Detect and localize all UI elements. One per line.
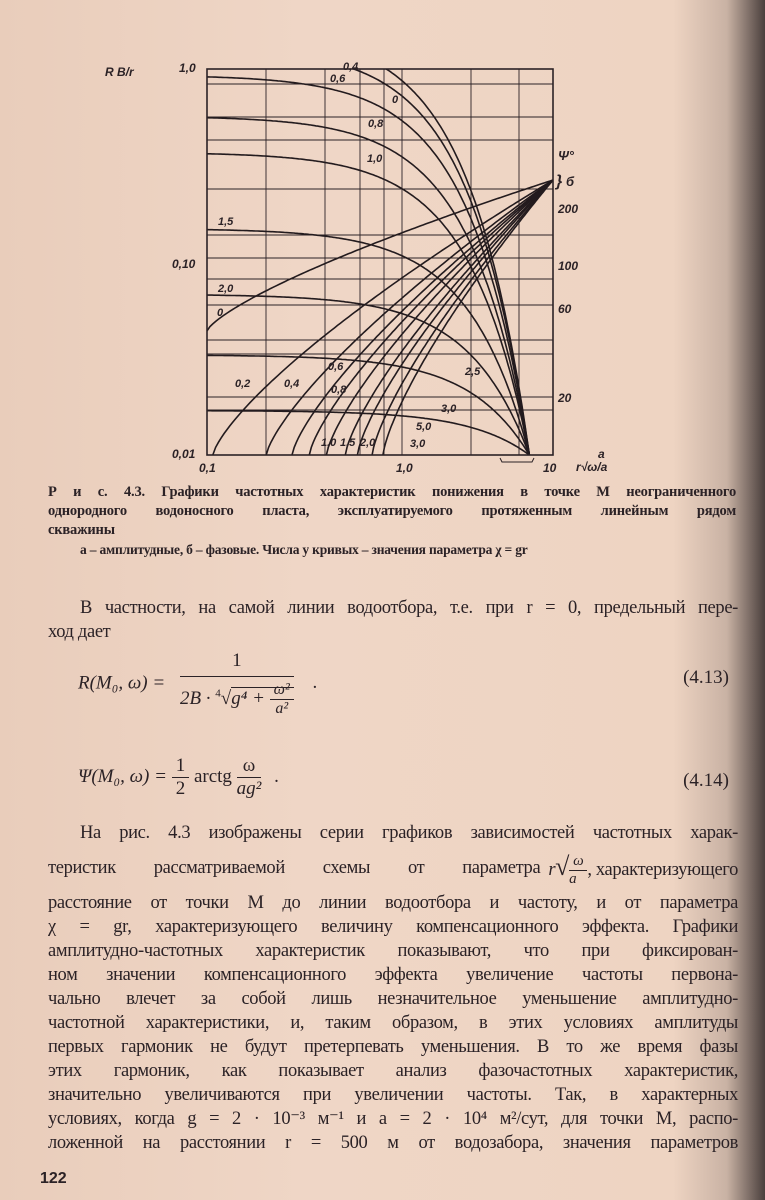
amplitude-curve [207, 230, 553, 480]
eq-half-num: 1 [172, 755, 190, 778]
amplitude-curve-label: 3,0 [441, 403, 457, 415]
text-line: ном значении компенсационного эффекта увеличение частоты первона- [48, 965, 738, 985]
page-number: 122 [40, 1170, 67, 1187]
y-tick-label: 1,0 [179, 61, 196, 75]
y-tick-label: 0,01 [172, 447, 196, 461]
x-axis-label-top: a [598, 447, 605, 461]
phase-curve-label: 1,5 [340, 437, 356, 449]
y-tick-label: 0,10 [172, 257, 196, 271]
eq-func: arctg [193, 765, 232, 787]
text-line: На рис. 4.3 изображены серии графиков зависимостей частотных харак- [80, 823, 738, 843]
paragraph [48, 821, 738, 1155]
y-right-tick-label: 100 [558, 259, 579, 273]
amplitude-curve-label: 0,6 [330, 73, 346, 85]
amplitude-curve-label: 0,8 [368, 118, 384, 130]
text-line: В частности, на самой линии водоотбора, т.е. при r = 0, предельный пере- [80, 598, 738, 618]
amplitude-curve-label: 0 [392, 94, 399, 106]
y-axis-label-right: Ψ° [558, 148, 574, 163]
eq-numerator: 1 [180, 650, 294, 677]
paragraph [48, 596, 738, 644]
phase-curve-label: 3,0 [410, 438, 426, 450]
equation-number: (4.14) [683, 770, 729, 791]
y-right-tick-label: 20 [558, 391, 572, 405]
param-r: r [548, 859, 556, 880]
amplitude-curve-label: 0,4 [343, 61, 359, 73]
eq-tail: . [274, 765, 279, 787]
text-line: чально влечет за собой лишь незначительное уменьшение амплитудно- [48, 989, 738, 1009]
root-index: 4 [215, 687, 221, 700]
radical-icon: √ [555, 851, 570, 881]
equation-4-13 [78, 650, 317, 718]
x-axis-bracket [500, 458, 534, 462]
text-line: ложенной на расстоянии r = 500 м от водозабора, значения параметров [48, 1133, 738, 1153]
phase-curve-label: 2,0 [360, 437, 376, 449]
chart-curves [207, 32, 553, 480]
figure-caption [48, 483, 736, 559]
text-line: первых гармоник не будут претерпевать уменьшения. В то же время фазы [48, 1037, 738, 1057]
amplitude-curve [207, 49, 553, 480]
phase-curve-label: 0,8 [331, 384, 347, 396]
eq-den-frac-num: ω² [270, 681, 294, 700]
equation-4-14 [78, 755, 279, 800]
figure-4-3-chart [0, 0, 765, 480]
phase-curve-label: 0,4 [284, 378, 300, 390]
text-segment: теристик рассматриваемой схемы от параметра [48, 858, 541, 878]
text-line: χ = gr, характеризующего величину компенсационного эффекта. Графики [48, 917, 738, 937]
text-line-with-formula [48, 845, 738, 891]
eq-den-part: g⁴ + [231, 687, 265, 709]
amplitude-curve [207, 411, 553, 477]
amplitude-curve-label: 2,5 [465, 366, 481, 378]
phase-curve-label: 1,0 [321, 437, 337, 449]
caption-legend: а – амплитудные, б – фазовые. Числа у кривых – значения параметра χ = gr [80, 542, 528, 557]
equation-number: (4.13) [683, 667, 729, 688]
y-axis-label-left: R B/r [105, 65, 134, 79]
eq-half-den: 2 [175, 778, 186, 799]
x-tick-label: 1,0 [396, 461, 413, 475]
amplitude-curve [207, 77, 553, 480]
eq-lhs: R(M₀, ω) = [78, 672, 166, 694]
eq-den-part: 2B · [179, 687, 211, 709]
text-line: условиях, когда g = 2 · 10⁻³ м⁻¹ и a = 2 · 10⁴ м²/сут, для точки М, распо- [48, 1109, 738, 1129]
eq-den-frac-den: a² [275, 700, 289, 717]
caption-line: скважины [48, 522, 115, 538]
eq-frac-num: ω [237, 755, 262, 778]
text-line: ход дает [48, 622, 111, 642]
phase-curve-label: 0,6 [328, 361, 344, 373]
amplitude-curve-label: 2,0 [218, 283, 234, 295]
phase-bracket: } [556, 173, 563, 190]
radical-icon: √ [220, 687, 232, 709]
phase-curve-label: 0,2 [235, 378, 251, 390]
x-tick-label: 10 [543, 461, 557, 475]
x-axis-label: r√ω/a [576, 460, 608, 474]
eq-frac-den: ag² [236, 778, 262, 799]
amplitude-curve [207, 32, 553, 480]
text-segment: , характеризующего [587, 859, 738, 880]
phase-curve [372, 180, 553, 455]
eq-tail: . [312, 672, 318, 694]
phase-curve-label: 0 [217, 307, 224, 319]
amplitude-curve-label: 1,0 [367, 153, 383, 165]
phase-bracket-label: б [566, 174, 575, 189]
amplitude-curve [207, 295, 553, 480]
text-line: частотной характеристики, и, таким образом, в этих условиях амплитуды [48, 1013, 738, 1033]
y-right-tick-label: 60 [558, 302, 572, 316]
text-line: значительно увеличиваются при увеличении частоты. Так, в характерных [48, 1085, 738, 1105]
param-num: ω [569, 853, 587, 871]
y-right-tick-label: 200 [558, 202, 579, 216]
phase-curve [383, 180, 553, 455]
x-tick-label: 0,1 [199, 461, 216, 475]
text-line: этих гармоник, как показывает анализ фазочастотных характеристик, [48, 1061, 738, 1081]
text-line: расстояние от точки М до линии водоотбора и частоту, и от параметра [48, 893, 738, 913]
phase-curve [292, 180, 553, 455]
phase-curve-label: 5,0 [416, 421, 432, 433]
param-den: a [569, 870, 577, 887]
eq-lhs: Ψ(M₀, ω) = [78, 765, 167, 787]
caption-line: Р и с. 4.3. Графики частотных характеристик понижения в точке М неограниченного [48, 484, 736, 500]
amplitude-curve-label: 1,5 [218, 216, 234, 228]
caption-line: однородного водоносного пласта, эксплуатируемого протяженным линейным рядом [48, 503, 736, 519]
text-line: амплитудно-частотных характеристик показывают, что при фиксирован- [48, 941, 738, 961]
